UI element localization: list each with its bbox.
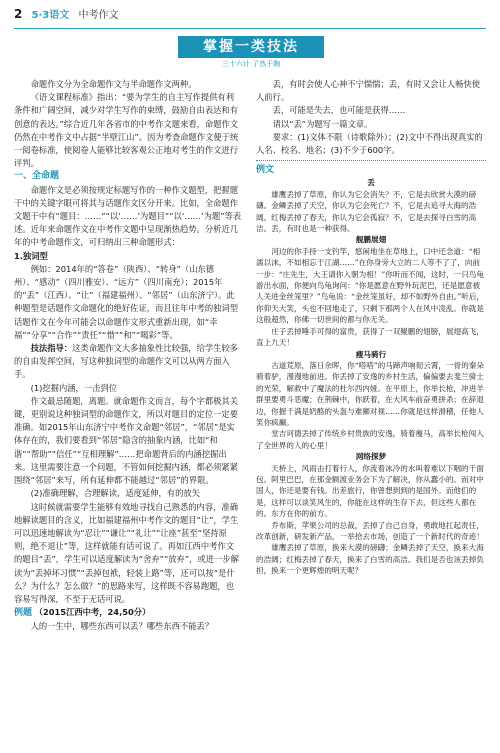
essay-section-title: 网络探梦 — [355, 452, 387, 462]
essay-paragraph: 堂吉诃德丢掉了传统乡村贵族的安逸，骑着瘦马，高举长枪闯入了全世界的人的心里！ — [256, 429, 484, 450]
essay-title: 丢 — [367, 178, 375, 188]
paragraph: 例如：2014年的“答卷”（陕西）、“转身”（山东德州）、“感动”（四川雅安）、“远方”（四川南充）；2015年的“丢”（江西）、“让”（福建福州）、“邻居”（山东济宁）。此种题型是话题作文命题化的绝好佐证，而且往年中考的独词型话题作文在今年可能会以命题作文形式重新出现，如“幸福”“分享”“合作”“责任”“惜”“和”“喝彩”等。 — [14, 263, 239, 340]
essay-paragraph: 雄鹰丢掉了草原，你认为它会消失？不，它是去欣赏大漠的磅礴。金鳞丢掉了天空，你认为它会死亡？不，它是去追寻大海的浩阔。红梅丢掉了春天，你认为它会孤寂？不，它是去探寻白雪的高洁。丢，有时也是一种获得。 — [256, 189, 477, 234]
essay-paragraph: 河边的你手持一支钓竿，悠闲地坐在草地上，口中还念道：“相濡以沫，不如相忘于江湖……”在你身旁大立的二人等不了了，向前一步：“庄先生，大王请你入朝为相！”你听而不闻，这时，一只鸟龟游出水面，你便向鸟龟询问：“你是愿意在野外玩泥巴，还是愿意被人关进金丝笼里？”鸟龟说：“金丝笼虽好，却不如野外自由。”听后，你仰天大笑，头也不回地走了，只剩下那两个人在风中凌乱。你就是这般超然，你佛一切世间的都与你无关。 — [256, 246, 485, 325]
paragraph: 丢，可能是失去，也可能是获得…… — [272, 105, 406, 116]
paragraph: 人的一生中，哪些东西可以丢？哪些东西不能丢？ — [30, 621, 214, 632]
example-source: （2015江西中考，24,50分） — [34, 607, 151, 618]
essay-paragraph: 古道荒原，落日余晖，你“嗒嗒”的马蹄声响彻云霄，一骨的秦朵骑着驴，漫漫地前进。你丢掉了安逸的乡村生活，偏偏要去斐兰骑士的光荣，解救中了魔法的杜尔西内娅。在平原上，你举长枪，冲进羊群里要勇斗恶魔；在荆棘中，你跃着，在大风车前奋勇拼杀；在辞退边，你握千满是奶酪的头盔与难狮对视……你就是这样滑稽，任他人笑你疯癫。 — [256, 360, 484, 427]
essay-paragraph: 庄子丢掉唾手可得的富贵，获得了一双鲲鹏的翅膀，展翅高飞，直上九天！ — [256, 326, 484, 348]
page-number: 2 — [14, 7, 23, 21]
paragraph: 作文最忌随题，离题。就命题作文而言，每个字都极其关键，更别说这种独词型的命题作文，所以对题目的定位一定要准确。如2015年山东济宁中考作文命题“邻居”，“邻居”是实体存在的，我们要看到“邻居”隐含的抽象内涵，比如“和谐”“帮助”“信任”“互相理解”……把命题背后的内涵挖掘出来。这里需要注意一个问题，不管如何挖掘内涵，都必须紧紧围绕“邻居”来写，所有延伸都不能越过“邻居”的界限。 — [14, 395, 239, 486]
technique-label: 技法指导： — [30, 343, 73, 354]
header-rule — [14, 28, 486, 29]
paragraph: 《语文课程标准》指出：“要为学生的自主写作提供有利条件和广阔空间，减少对学生写作的束缚，鼓励自由表达和有创意的表达。”综合近几年各省市的中考作文题来看，命题作文仍然在中考作文中占据“半壁江山”。因为考查命题作文便于统一阅卷标准，使阅卷人能够比较客观公正地对考生的作文进行评判。 — [14, 92, 239, 169]
book-title: 5·3语文 — [31, 10, 70, 21]
paragraph: 命题作文分为全命题作文与半命题作文两种。 — [30, 79, 197, 89]
page-header — [14, 6, 118, 21]
essay-section-title: 舰鹏展翅 — [355, 235, 387, 245]
sample-essay-label: 例文 — [256, 165, 275, 176]
essay-paragraph: 雄鹰丢掉了草原，换来大漠的磅礴；金鳞丢掉了天空，换来大海的浩阔；红梅丢掉了春天，换来了白雪的高洁。我们是否也该丢掉负担，换来一个更辉煌的明天呢？ — [256, 543, 484, 576]
paragraph: 请以“丢”为题写一篇文章。 — [272, 118, 373, 129]
subheading-single-word: 1.独词型 — [14, 250, 48, 261]
example-header — [14, 606, 242, 620]
paragraph: 丢，有时会使人心神不宁惴惴；丢，有时又会让人畅快使人前行。 — [256, 79, 481, 103]
section-banner-subtitle: 三十六计 了然于胸 — [221, 60, 281, 68]
right-column — [256, 78, 486, 577]
paragraph: 这时候就需要学生能够有效地寻找自己熟悉的内容，准确地解读题目的含义，比如福建福州中考作文的题目“让”，学生可以迅速地解读为“忍让”“谦让”“礼让”“让座”甚至“坚持原则，绝不退让”等，这样就能有话可说了。再如江西中考作文的题目“丢”，学生可以适度解读为“舍弃”“放弃”，或进一步解读为“丢掉坏习惯”“丢掉包袱，轻装上路”等，还可以按“是什么？为什么？怎么做？”的思路来写，这样既不容易跑题，也容易写得深，不至于无话可说。 — [14, 501, 239, 604]
technique-guide — [14, 342, 242, 382]
paragraph: 命题作文是必须按规定标题写作的一种作文题型，把握题干中的关键字眼可将其与话题作文区分开来。比如，全命题作文题干中有“题目：……”“以‘……’为题目”“以‘……’为题”等表述。近年来命题作文在中考作文题中呈现渐热趋势。分析近几年的中考命题作文，可归纳出三种命题形式： — [14, 184, 242, 248]
essay-paragraph: 乔布斯，苹果公司的总裁，丢掉了自己自身，勇敢地扛起责任，改革创新，研发新产品，一举拾去市场，创造了一个新时代的奇迹！ — [256, 520, 484, 542]
section-heading-full-title: 一、全命题 — [14, 171, 60, 182]
essay-paragraph: 天桥上，风雨击打着行人，你流着冰冷的水叫着难以下咽的干面包。阿里巴巴，在那金额渡业务会下为了解决，你从蠢小的。而对中国人，你还是要有钱。出差旅行，你曾想到到的是国外。而他们的是，这样可以谈笑风生的，你能在这样的生存下去，但这些人都在的。东方在你的前方。 — [256, 463, 484, 519]
point-heading: (2)准确理解，合理解读，适度延伸，有的放矢 — [30, 488, 200, 499]
sample-essay — [256, 177, 486, 576]
essay-section-title: 瘦马骑行 — [355, 349, 387, 359]
technique-text: 这类命题作文大多抽象性比较强，给学生较多的自由发挥空间，写这种独词型的命题作文可以从两方面入手。 — [14, 343, 239, 380]
example-label: 例题 — [14, 608, 33, 619]
divider — [256, 160, 486, 161]
point-heading: (1)挖掘内涵，一击到位 — [30, 382, 118, 393]
section-banner: 掌握一类技法 — [178, 36, 324, 58]
category-label: 中考作文 — [78, 10, 119, 21]
left-column — [14, 78, 242, 634]
requirements: 要求：(1)文体不限（诗歌除外）；(2)文中不得出现真实的人名、校名、地名；(3)不少于600字。 — [256, 131, 483, 156]
